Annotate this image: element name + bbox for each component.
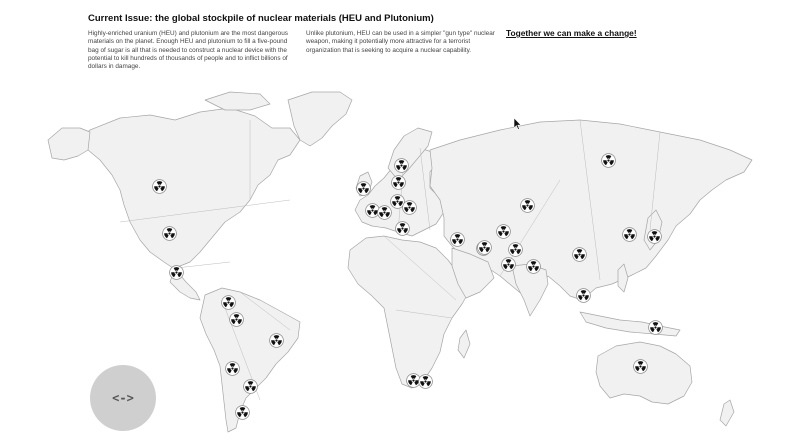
radiation-icon bbox=[508, 242, 523, 257]
radiation-icon bbox=[576, 288, 591, 303]
radiation-marker-indonesia[interactable] bbox=[648, 320, 663, 335]
radiation-marker-czechia[interactable] bbox=[402, 200, 417, 215]
radiation-marker-canada[interactable] bbox=[152, 179, 167, 194]
radiation-marker-kazakhstan[interactable] bbox=[520, 198, 535, 213]
radiation-icon bbox=[225, 361, 240, 376]
north-america bbox=[78, 108, 300, 300]
radiation-icon bbox=[235, 405, 250, 420]
radiation-icon bbox=[633, 359, 648, 374]
pan-map-button[interactable] bbox=[90, 365, 156, 431]
radiation-icon bbox=[572, 247, 587, 262]
page-title: Current Issue: the global stockpile of nuclear materials (HEU and Plutonium) bbox=[88, 13, 434, 24]
arctic-islands bbox=[205, 92, 270, 110]
radiation-icon bbox=[394, 158, 409, 173]
new-zealand bbox=[720, 400, 734, 426]
radiation-icon bbox=[152, 179, 167, 194]
radiation-marker-united-states[interactable] bbox=[162, 226, 177, 241]
radiation-icon bbox=[402, 200, 417, 215]
radiation-marker-israel[interactable] bbox=[477, 240, 492, 255]
radiation-icon bbox=[395, 221, 410, 236]
radiation-marker-mexico[interactable] bbox=[169, 265, 184, 280]
radiation-marker-uzbekistan[interactable] bbox=[508, 242, 523, 257]
radiation-marker-united-kingdom[interactable] bbox=[356, 181, 371, 196]
radiation-marker-russia[interactable] bbox=[601, 153, 616, 168]
radiation-icon bbox=[477, 240, 492, 255]
radiation-marker-norway[interactable] bbox=[394, 158, 409, 173]
radiation-icon bbox=[496, 224, 511, 239]
radiation-marker-australia[interactable] bbox=[633, 359, 648, 374]
radiation-icon bbox=[243, 379, 258, 394]
radiation-marker-brazil[interactable] bbox=[269, 333, 284, 348]
radiation-icon bbox=[391, 175, 406, 190]
radiation-icon bbox=[221, 295, 236, 310]
radiation-icon bbox=[418, 374, 433, 389]
radiation-marker-japan[interactable] bbox=[647, 229, 662, 244]
south-america bbox=[200, 288, 300, 432]
make-a-change-link[interactable]: Together we can make a change! bbox=[506, 28, 637, 38]
radiation-marker-peru[interactable] bbox=[229, 312, 244, 327]
left-right-arrows-icon: <-> bbox=[112, 391, 134, 405]
radiation-marker-south-africa-2[interactable] bbox=[418, 374, 433, 389]
alaska bbox=[48, 128, 90, 160]
mouse-cursor-icon bbox=[514, 118, 522, 130]
radiation-icon bbox=[501, 257, 516, 272]
intro-paragraph-gun-type: Unlike plutonium, HEU can be used in a simpler "gun type" nuclear weapon, making it potentially more attractive for a terrorist organization that is seeking to acquire a nuclear capability. bbox=[306, 30, 495, 54]
radiation-marker-chile[interactable] bbox=[225, 361, 240, 376]
intro-paragraph-heu: Highly-enriched uranium (HEU) and plutonium are the most dangerous materials on the planet. Enough HEU and plutonium to fill a five-pound bag of sugar is all that is needed to construct a nuclear device with the potential to kill hundreds of thousands of people and to inflict billions of dollars in damage. bbox=[88, 30, 288, 71]
radiation-icon bbox=[622, 227, 637, 242]
radiation-icon bbox=[648, 320, 663, 335]
radiation-icon bbox=[162, 226, 177, 241]
radiation-icon bbox=[526, 259, 541, 274]
radiation-icon bbox=[647, 229, 662, 244]
radiation-icon bbox=[450, 232, 465, 247]
indonesia-islands bbox=[580, 312, 680, 336]
radiation-icon bbox=[356, 181, 371, 196]
radiation-icon bbox=[520, 198, 535, 213]
madagascar bbox=[458, 330, 470, 358]
radiation-marker-colombia[interactable] bbox=[221, 295, 236, 310]
radiation-marker-uruguay[interactable] bbox=[235, 405, 250, 420]
radiation-marker-china[interactable] bbox=[572, 247, 587, 262]
radiation-marker-italy[interactable] bbox=[395, 221, 410, 236]
radiation-marker-india[interactable] bbox=[526, 259, 541, 274]
radiation-marker-iran[interactable] bbox=[496, 224, 511, 239]
radiation-marker-sweden[interactable] bbox=[391, 175, 406, 190]
radiation-icon bbox=[269, 333, 284, 348]
radiation-marker-pakistan[interactable] bbox=[501, 257, 516, 272]
radiation-icon bbox=[601, 153, 616, 168]
radiation-marker-greece[interactable] bbox=[450, 232, 465, 247]
radiation-marker-vietnam[interactable] bbox=[576, 288, 591, 303]
radiation-icon bbox=[169, 265, 184, 280]
radiation-marker-north-korea[interactable] bbox=[622, 227, 637, 242]
radiation-marker-argentina[interactable] bbox=[243, 379, 258, 394]
radiation-icon bbox=[229, 312, 244, 327]
